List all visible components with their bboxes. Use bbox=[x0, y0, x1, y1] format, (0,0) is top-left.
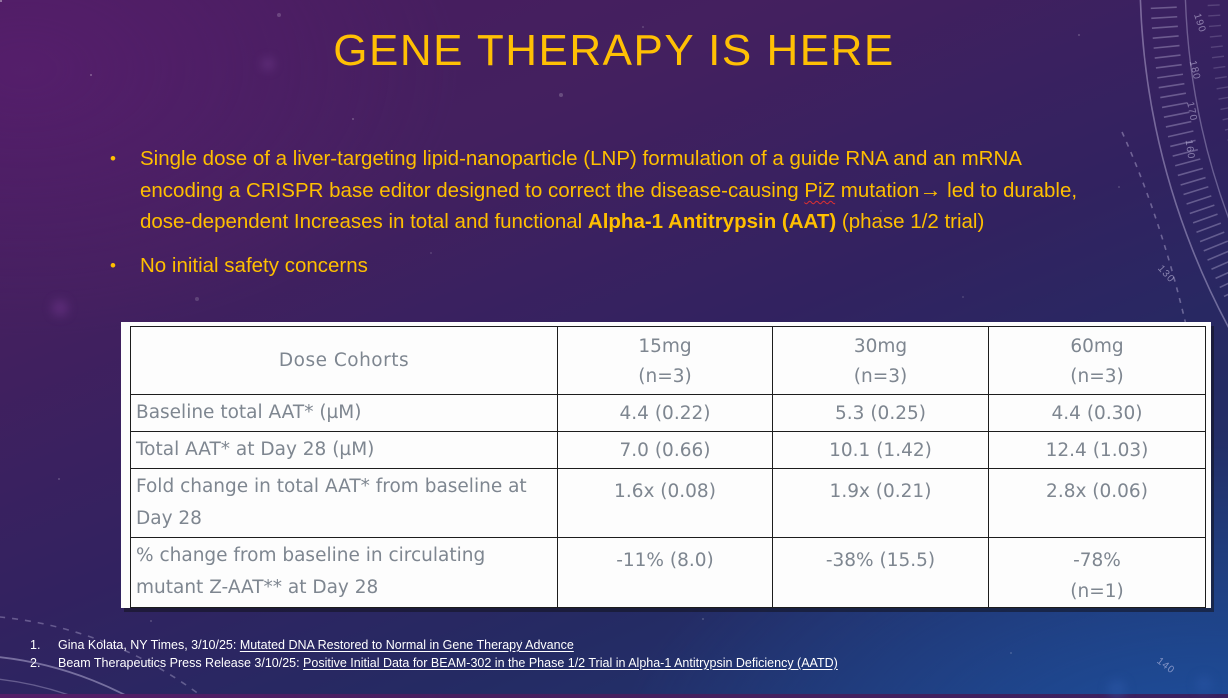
footnote-number: 1. bbox=[30, 638, 41, 652]
value-cell bbox=[558, 432, 773, 469]
table-row bbox=[131, 395, 1206, 432]
value-line: -11% (8.0) bbox=[616, 550, 714, 571]
bullet-text-segment: encoding a CRISPR base editor designed to correct the disease-causing bbox=[140, 179, 805, 202]
row-label-cell: Total AAT* at Day 28 (µM) bbox=[131, 432, 558, 469]
dose-cohorts-header-cell: Dose Cohorts bbox=[131, 327, 558, 395]
value-cell bbox=[989, 395, 1206, 432]
dial-number: 170 bbox=[1184, 100, 1199, 123]
bullet-text bbox=[140, 143, 1160, 237]
dose-column-header-cell bbox=[558, 327, 773, 395]
footnote-number: 2. bbox=[30, 656, 41, 670]
bullet-text-segment: mutation bbox=[835, 179, 920, 202]
dose-amount: 60mg bbox=[1070, 336, 1124, 357]
glow-dot bbox=[1108, 680, 1126, 698]
value-cell bbox=[773, 432, 989, 469]
table-row bbox=[131, 538, 1206, 608]
value-cell bbox=[989, 469, 1206, 538]
value-line: 2.8x (0.06) bbox=[1046, 481, 1148, 502]
bullet-text-segment: dose-dependent Increases in total and functional bbox=[140, 210, 588, 233]
glow-dot bbox=[1196, 676, 1212, 692]
value-cell bbox=[558, 395, 773, 432]
starfield bbox=[0, 0, 2, 2]
value-cell bbox=[558, 538, 773, 608]
value-cell bbox=[989, 538, 1206, 608]
bullet-text bbox=[140, 250, 1160, 281]
dial-number: 190 bbox=[1191, 12, 1208, 35]
bullet-text-segment: PiZ bbox=[804, 179, 836, 202]
table-header-row bbox=[131, 327, 1206, 395]
dose-table-container bbox=[121, 322, 1211, 608]
value-line: 4.4 (0.30) bbox=[1051, 402, 1143, 424]
dial-number: 140 bbox=[1154, 655, 1177, 677]
footnote-text bbox=[58, 636, 574, 654]
dose-n: (n=3) bbox=[853, 366, 908, 387]
bullet-text-segment: Alpha-1 Antitrypsin (AAT) bbox=[587, 210, 837, 233]
value-cell bbox=[558, 469, 773, 538]
value-cell bbox=[773, 538, 989, 608]
dose-amount: 15mg bbox=[638, 336, 692, 357]
dose-column-header-cell bbox=[989, 327, 1206, 395]
bullet-list bbox=[110, 143, 1160, 281]
bullet-text-segment: led to durable, bbox=[941, 179, 1078, 202]
row-label-cell: Baseline total AAT* (µM) bbox=[131, 395, 558, 432]
value-line: 12.4 (1.03) bbox=[1045, 439, 1149, 461]
value-line: -78% bbox=[1073, 550, 1121, 571]
value-line: 4.4 (0.22) bbox=[619, 402, 711, 424]
dial-number: 160 bbox=[1182, 139, 1197, 161]
slide-title: GENE THERAPY IS HERE bbox=[333, 26, 895, 75]
dial-number: 180 bbox=[1186, 59, 1203, 82]
dose-column-header-cell bbox=[773, 327, 989, 395]
value-cell bbox=[773, 395, 989, 432]
row-label-cell: % change from baseline in circulating mutant Z-AAT** at Day 28 bbox=[131, 538, 558, 608]
footnote-link[interactable]: Mutated DNA Restored to Normal in Gene Therapy Advance bbox=[239, 638, 574, 652]
bullet-marker-icon: • bbox=[110, 149, 116, 168]
table-row bbox=[131, 432, 1206, 469]
bullet-item bbox=[110, 143, 1160, 237]
value-cell bbox=[989, 432, 1206, 469]
value-line: 1.9x (0.21) bbox=[829, 481, 932, 502]
footnote-item bbox=[30, 636, 1180, 654]
dose-n: (n=3) bbox=[1070, 366, 1124, 387]
footnote-prefix: Beam Therapeutics Press Release 3/10/25: bbox=[58, 656, 304, 670]
value-line: 7.0 (0.66) bbox=[619, 439, 711, 461]
bullet-item bbox=[110, 250, 1160, 281]
footnote-item bbox=[30, 654, 1180, 672]
footnote-text bbox=[58, 654, 838, 672]
dose-amount: 30mg bbox=[853, 336, 908, 357]
arrow-icon: → bbox=[919, 177, 942, 202]
value-cell bbox=[773, 469, 989, 538]
value-line: 1.6x (0.08) bbox=[614, 481, 716, 502]
footnotes bbox=[30, 636, 1180, 672]
bullet-text-segment: Single dose of a liver-targeting lipid-nanoparticle (LNP) formulation of a guide RNA and an mRNA bbox=[140, 147, 1022, 170]
value-line: 5.3 (0.25) bbox=[835, 402, 926, 424]
dose-n: (n=3) bbox=[638, 366, 692, 387]
value-line: (n=1) bbox=[1070, 581, 1124, 602]
bullet-text-segment: (phase 1/2 trial) bbox=[836, 210, 985, 233]
value-line: -38% (15.5) bbox=[825, 550, 936, 571]
value-line: 10.1 (1.42) bbox=[829, 439, 932, 461]
footnote-link[interactable]: Positive Initial Data for BEAM-302 in the Phase 1/2 Trial in Alpha-1 Antitrypsin Deficiency (AATD) bbox=[303, 656, 838, 670]
row-label-cell: Fold change in total AAT* from baseline at Day 28 bbox=[131, 469, 558, 538]
bullet-marker-icon: • bbox=[110, 256, 116, 275]
glow-dot bbox=[52, 300, 68, 316]
bullet-text-segment: No initial safety concerns bbox=[140, 254, 368, 277]
footnote-prefix: Gina Kolata, NY Times, 3/10/25: bbox=[58, 638, 240, 652]
table-row bbox=[131, 469, 1206, 538]
dose-cohorts-table bbox=[130, 326, 1206, 608]
dial-number: 130 bbox=[1155, 263, 1177, 286]
